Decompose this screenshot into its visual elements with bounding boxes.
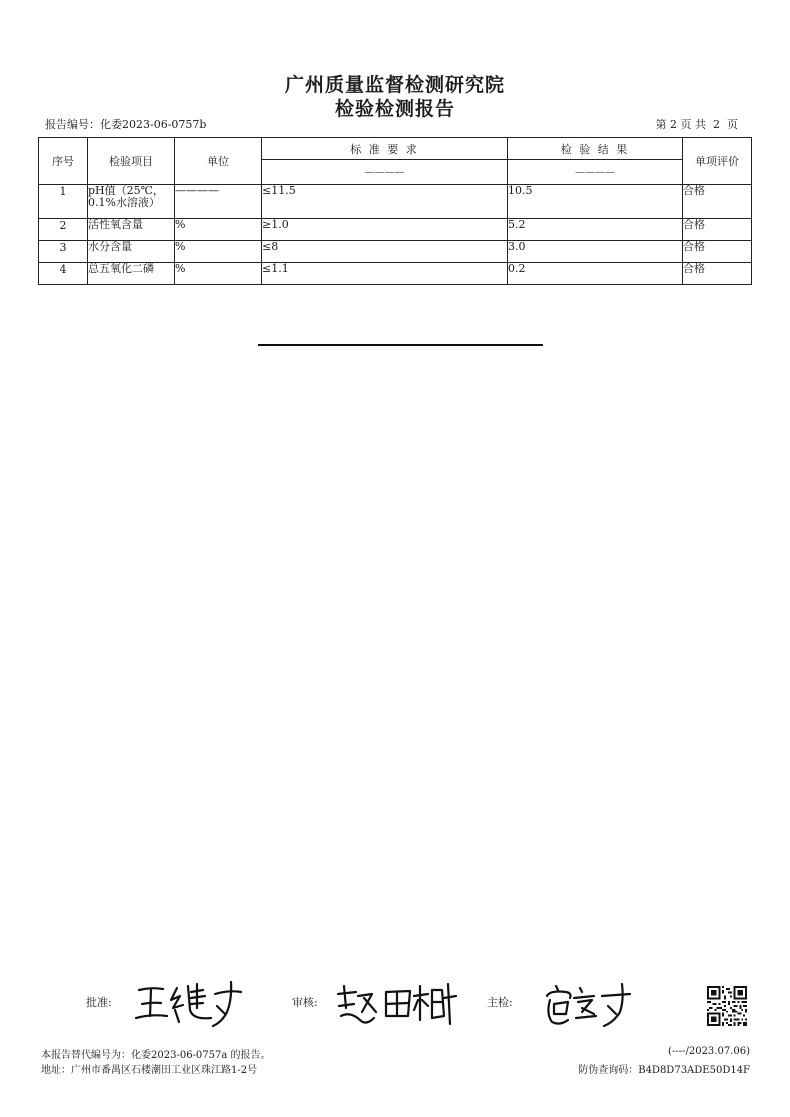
reviewer-label: 审核: bbox=[292, 996, 318, 1009]
cell-item: 总五氧化二磷 bbox=[88, 263, 175, 285]
qr-code-icon bbox=[707, 986, 747, 1026]
header-standard-sub: ———— bbox=[262, 160, 508, 185]
cell-standard: ≤1.1 bbox=[262, 263, 508, 285]
header-standard: 标 准 要 求 bbox=[262, 138, 508, 160]
cell-standard: ≥1.0 bbox=[262, 219, 508, 241]
anti-counterfeit-code: 防伪查询码：B4D8D73ADE50D14F bbox=[578, 1065, 750, 1076]
cell-seq: 1 bbox=[39, 185, 88, 219]
reviewer-signature bbox=[336, 978, 461, 1030]
cell-item: 水分含量 bbox=[88, 241, 175, 263]
chief-signature bbox=[542, 980, 642, 1030]
institute-name: 广州质量监督检测研究院 bbox=[284, 74, 505, 96]
chief-label: 主检: bbox=[487, 996, 513, 1009]
table-row bbox=[39, 241, 752, 263]
cell-item: 活性氧含量 bbox=[88, 219, 175, 241]
cell-unit: % bbox=[175, 241, 262, 263]
header-seq: 序号 bbox=[39, 138, 88, 185]
cell-result: 0.2 bbox=[508, 263, 683, 285]
issue-date: (----/2023.07.06) bbox=[668, 1046, 750, 1057]
header-evaluation: 单项评价 bbox=[683, 138, 752, 185]
report-title: 检验检测报告 bbox=[334, 98, 455, 120]
cell-evaluation: 合格 bbox=[683, 185, 752, 219]
cell-result: 5.2 bbox=[508, 219, 683, 241]
cell-seq: 3 bbox=[39, 241, 88, 263]
cell-unit: ———— bbox=[175, 185, 262, 219]
report-number: 报告编号：化委2023-06-0757b bbox=[45, 118, 207, 131]
header-unit: 单位 bbox=[175, 138, 262, 185]
header-result-sub: ———— bbox=[508, 160, 683, 185]
cell-seq: 4 bbox=[39, 263, 88, 285]
replacement-note: 本报告替代编号为：化委2023-06-0757a 的报告。 bbox=[41, 1050, 271, 1061]
table-row bbox=[39, 263, 752, 285]
cell-standard: ≤11.5 bbox=[262, 185, 508, 219]
results-table bbox=[38, 137, 752, 285]
cell-seq: 2 bbox=[39, 219, 88, 241]
page-info: 第 2 页 共 2 页 bbox=[655, 118, 738, 131]
cell-result: 10.5 bbox=[508, 185, 683, 219]
cell-evaluation: 合格 bbox=[683, 241, 752, 263]
table-row bbox=[39, 219, 752, 241]
end-of-report-line bbox=[258, 344, 543, 346]
cell-evaluation: 合格 bbox=[683, 219, 752, 241]
cell-evaluation: 合格 bbox=[683, 263, 752, 285]
table-row bbox=[39, 185, 752, 219]
cell-standard: ≤8 bbox=[262, 241, 508, 263]
approver-signature bbox=[133, 978, 248, 1030]
header-result: 检 验 结 果 bbox=[508, 138, 683, 160]
cell-item: pH值（25℃，0.1%水溶液） bbox=[88, 185, 175, 219]
address: 地址：广州市番禺区石楼潮田工业区珠江路1-2号 bbox=[41, 1065, 258, 1076]
header-item: 检验项目 bbox=[88, 138, 175, 185]
cell-unit: % bbox=[175, 219, 262, 241]
cell-unit: % bbox=[175, 263, 262, 285]
approver-label: 批准: bbox=[86, 996, 112, 1009]
cell-result: 3.0 bbox=[508, 241, 683, 263]
